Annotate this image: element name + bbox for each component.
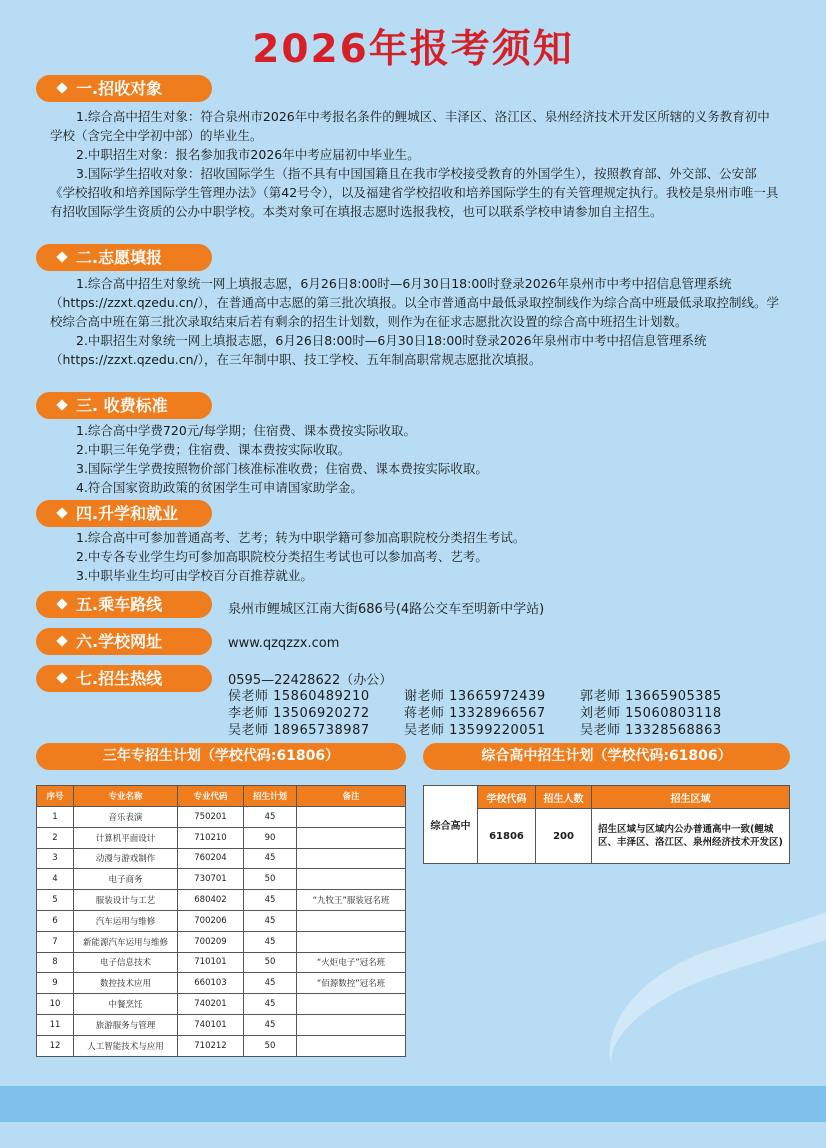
teacher-contact: 李老师 13506920272 (228, 706, 370, 721)
table-row (37, 952, 406, 973)
table-cell: 新能源汽车运用与维修 (74, 931, 178, 952)
table-cell: 730701 (178, 869, 244, 890)
list-item: 1.综合高中可参加普通高考、艺考；转为中职学籍可参加高职院校分类招生考试。 (76, 530, 526, 545)
table-cell (297, 1035, 406, 1056)
table-row (37, 973, 406, 994)
diamond-icon (56, 635, 67, 646)
column-header: 备注 (297, 786, 406, 807)
table-cell: 45 (244, 910, 297, 931)
list-item: 3.国际学生学费按照物价部门核准标准收费；住宿费、课本费按实际收取。 (76, 461, 488, 476)
table-row (37, 1014, 406, 1035)
vocational-plan-title: 三年专招生计划（学校代码:61806） (36, 743, 406, 770)
table-cell (297, 931, 406, 952)
section-title: 一.招收对象 (76, 79, 163, 98)
list-item: 3.中职毕业生均可由学校百分百推荐就业。 (76, 568, 313, 583)
table-cell: 700206 (178, 910, 244, 931)
table-row (424, 809, 790, 864)
column-header: 招生人数 (536, 786, 592, 809)
table-header-row (424, 786, 790, 809)
enrollment-count-cell: 200 (536, 809, 592, 864)
table-cell (297, 1014, 406, 1035)
teacher-contact: 谢老师 13665972439 (404, 689, 546, 704)
table-cell: 680402 (178, 890, 244, 911)
section-title: 五.乘车路线 (76, 595, 163, 614)
section-header-further-study (36, 500, 212, 527)
table-cell: 计算机平面设计 (74, 827, 178, 848)
diamond-icon (56, 251, 67, 262)
section-title: 七.招生热线 (76, 669, 163, 688)
table-cell: 50 (244, 952, 297, 973)
table-cell: 710212 (178, 1035, 244, 1056)
section-header-website (36, 628, 212, 655)
table-cell: 音乐表演 (74, 807, 178, 828)
table-cell: “佰源数控”冠名班 (297, 973, 406, 994)
table-cell: 中餐烹饪 (74, 994, 178, 1015)
table-cell: 12 (37, 1035, 74, 1056)
table-cell: 740201 (178, 994, 244, 1015)
table-row (37, 890, 406, 911)
table-cell: 数控技术应用 (74, 973, 178, 994)
table-cell: 3 (37, 848, 74, 869)
table-row (37, 1035, 406, 1056)
list-item: 1.综合高中学费720元/每学期；住宿费、课本费按实际收取。 (76, 423, 416, 438)
section-body-admission-targets (50, 107, 780, 221)
table-cell (297, 827, 406, 848)
teacher-contact: 吴老师 13328568863 (580, 723, 722, 738)
section-title: 三. 收费标准 (76, 396, 168, 415)
table-cell: 9 (37, 973, 74, 994)
comprehensive-plan-table (423, 785, 790, 864)
column-header: 专业代码 (178, 786, 244, 807)
table-cell: 45 (244, 848, 297, 869)
table-cell: 11 (37, 1014, 74, 1035)
table-cell: 服装设计与工艺 (74, 890, 178, 911)
table-cell: 45 (244, 890, 297, 911)
column-header: 专业名称 (74, 786, 178, 807)
table-cell: “火炬电子”冠名班 (297, 952, 406, 973)
table-cell (297, 807, 406, 828)
table-cell: 1 (37, 807, 74, 828)
paragraph: 1.综合高中招生对象统一网上填报志愿，6月26日8:00时—6月30日18:00时登录2026年泉州市中考中招信息管理系统（https://zzxt.qzedu.cn/），在普通高中志愿的第三批次填报。以全市普通高中最低录取控制线作为综合高中班最低录取控制线。学校综合高中班在第三批次录取结束后若有剩余的招生计划数，则作为在征求志愿批次设置的综合高中班招生计划数。 (50, 276, 779, 329)
table-cell (297, 869, 406, 890)
table-cell (297, 848, 406, 869)
section-header-bus-route (36, 591, 212, 618)
table-cell: 45 (244, 994, 297, 1015)
teacher-phone-grid (228, 688, 740, 739)
paragraph: 3.国际学生招收对象：招收国际学生（指不具有中国国籍且在我市学校接受教育的外国学生），按照教育部、外交部、公安部《学校招收和培养国际学生管理办法》（第42号令），以及福建省学校招收和培养国际学生的有关管理规定执行。我校是泉州市唯一具有招收国际学生资质的公办中职学校。本类对象可在填报志愿时选报我校，也可以联系学校申请参加自主招生。 (50, 166, 779, 219)
comprehensive-plan-title: 综合高中招生计划（学校代码:61806） (423, 743, 790, 770)
diamond-icon (56, 672, 67, 683)
paragraph: 2.中职招生对象统一网上填报志愿，6月26日8:00时—6月30日18:00时登录2026年泉州市中考中招信息管理系统（https://zzxt.qzedu.cn/），在三年制中职、技工学校、五年制高职常规志愿批次填报。 (50, 333, 707, 367)
table-cell: 旅游服务与管理 (74, 1014, 178, 1035)
enrollment-region-cell: 招生区域与区域内公办普通高中一致(鲤城区、丰泽区、洛江区、泉州经济技术开发区) (592, 809, 790, 864)
table-body (37, 807, 406, 1057)
table-row (37, 807, 406, 828)
table-cell: 8 (37, 952, 74, 973)
teacher-row (228, 688, 740, 705)
teacher-contact: 郭老师 13665905385 (580, 689, 722, 704)
table-cell: 5 (37, 890, 74, 911)
section-body-further-study (76, 528, 776, 585)
teacher-contact: 吴老师 18965738987 (228, 723, 370, 738)
table-row (37, 848, 406, 869)
bus-route-address: 泉州市鲤城区江南大街686号(4路公交车至明新中学站) (228, 602, 545, 617)
table-cell: 760204 (178, 848, 244, 869)
table-row (37, 931, 406, 952)
table-cell: 6 (37, 910, 74, 931)
school-website-link[interactable]: www.qzqzzx.com (228, 636, 340, 651)
table-cell: 人工智能技术与应用 (74, 1035, 178, 1056)
teacher-contact: 蒋老师 13328966567 (404, 706, 546, 721)
row-label: 综合高中 (424, 786, 478, 864)
table-cell: 740101 (178, 1014, 244, 1035)
table-cell: 10 (37, 994, 74, 1015)
diamond-icon (56, 399, 67, 410)
list-item: 2.中专各专业学生均可参加高职院校分类招生考试也可以参加高考、艺考。 (76, 549, 488, 564)
section-header-admission-targets (36, 75, 212, 102)
table-cell: 50 (244, 869, 297, 890)
table-row (37, 827, 406, 848)
section-body-application (50, 274, 780, 369)
table-cell: 45 (244, 807, 297, 828)
table-cell: 700209 (178, 931, 244, 952)
table-cell: 电子商务 (74, 869, 178, 890)
section-title: 四.升学和就业 (76, 504, 179, 523)
list-item: 2.中职三年免学费；住宿费、课本费按实际收取。 (76, 442, 351, 457)
table-row (37, 910, 406, 931)
column-header: 学校代码 (478, 786, 536, 809)
teacher-row (228, 722, 740, 739)
paragraph: 1.综合高中招生对象：符合泉州市2026年中考报名条件的鲤城区、丰泽区、洛江区、泉州经济技术开发区所辖的义务教育初中学校（含完全中学初中部）的毕业生。 (50, 109, 770, 143)
teacher-contact: 侯老师 15860489210 (228, 689, 370, 704)
table-row (37, 869, 406, 890)
section-title: 六.学校网址 (76, 632, 163, 651)
school-code-cell: 61806 (478, 809, 536, 864)
table-cell: 7 (37, 931, 74, 952)
table-cell: 汽车运用与维修 (74, 910, 178, 931)
table-cell (297, 994, 406, 1015)
teacher-contact: 刘老师 15060803118 (580, 706, 722, 721)
table-cell: 4 (37, 869, 74, 890)
vocational-plan-table (36, 785, 406, 1057)
list-item: 4.符合国家资助政策的贫困学生可申请国家助学金。 (76, 480, 363, 495)
diamond-icon (56, 507, 67, 518)
table-cell: 660103 (178, 973, 244, 994)
column-header: 招生计划 (244, 786, 297, 807)
table-cell (297, 910, 406, 931)
table-cell: 45 (244, 1014, 297, 1035)
column-header: 序号 (37, 786, 74, 807)
page-title: 2026年报考须知 (252, 27, 574, 72)
section-header-application (36, 244, 212, 271)
table-cell: 2 (37, 827, 74, 848)
diamond-icon (56, 598, 67, 609)
table-cell: “九牧王”服装冠名班 (297, 890, 406, 911)
table-cell: 750201 (178, 807, 244, 828)
paragraph: 2.中职招生对象：报名参加我市2026年中考应届初中毕业生。 (76, 147, 420, 162)
table-cell: 50 (244, 1035, 297, 1056)
table-cell: 45 (244, 973, 297, 994)
teacher-row (228, 705, 740, 722)
table-header-row (37, 786, 406, 807)
section-title: 二.志愿填报 (76, 248, 163, 267)
teacher-contact: 吴老师 13599220051 (404, 723, 546, 738)
table-cell: 动漫与游戏制作 (74, 848, 178, 869)
office-phone: 0595—22428622（办公） (228, 673, 393, 688)
table-cell: 710210 (178, 827, 244, 848)
section-header-fees (36, 392, 212, 419)
table-row (37, 994, 406, 1015)
table-cell: 710101 (178, 952, 244, 973)
table-cell: 90 (244, 827, 297, 848)
section-header-hotline (36, 665, 212, 692)
table-cell: 45 (244, 931, 297, 952)
column-header: 招生区域 (592, 786, 790, 809)
section-body-fees (76, 421, 776, 497)
table-cell: 电子信息技术 (74, 952, 178, 973)
diamond-icon (56, 82, 67, 93)
